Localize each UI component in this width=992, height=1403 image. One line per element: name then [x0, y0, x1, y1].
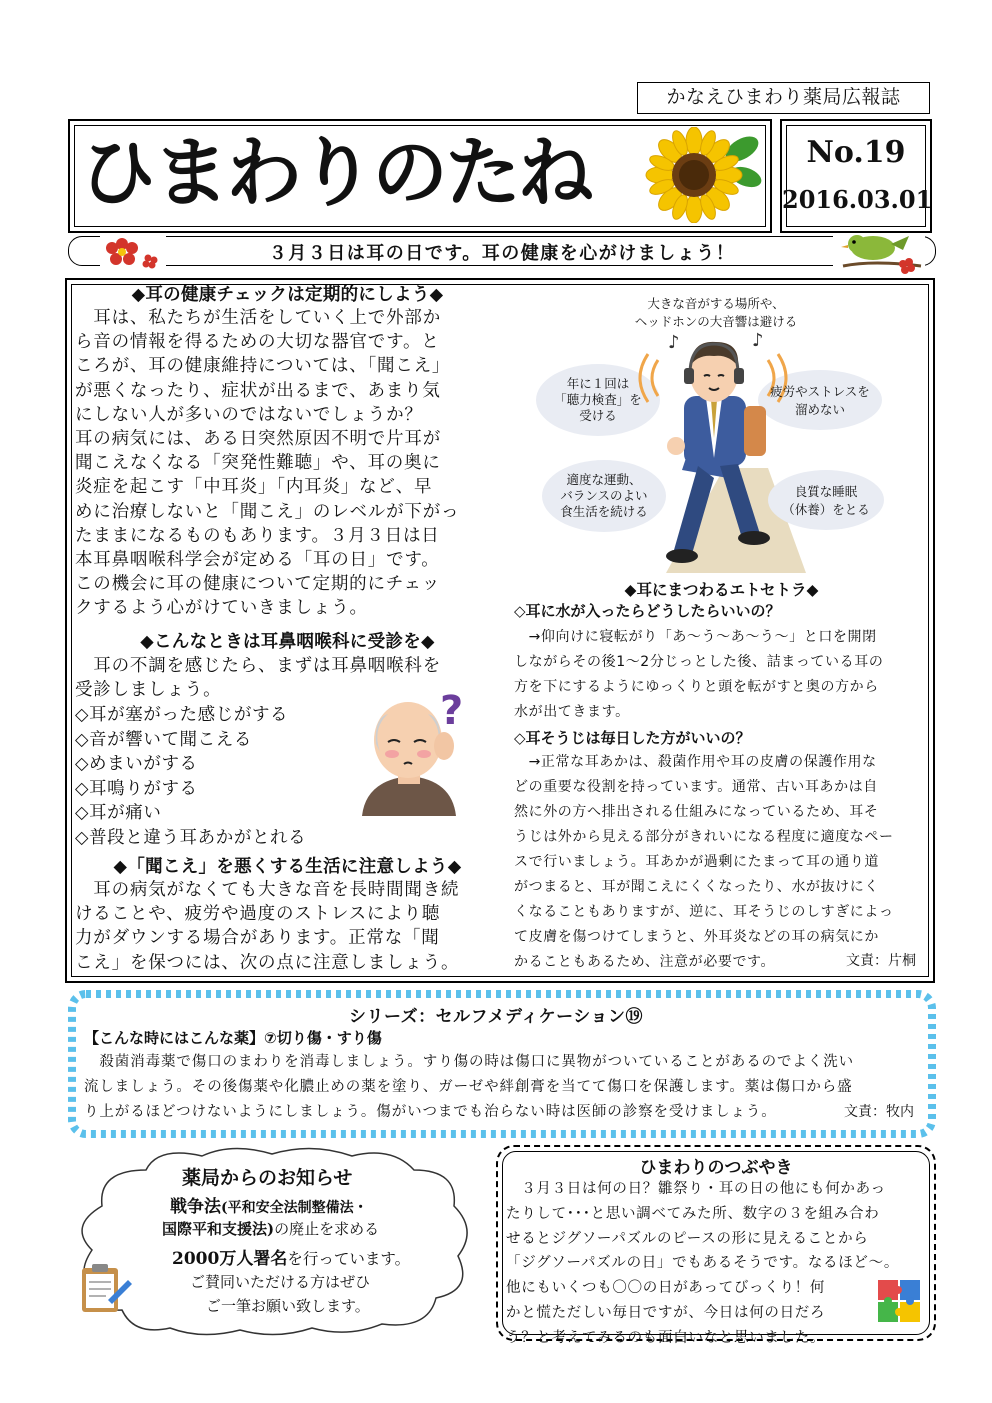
text-line: しながらその後1～2分じっとした後、詰まっている耳の: [514, 654, 884, 670]
bubble-text: 受ける: [579, 408, 617, 423]
etcetera-question-water: ◇耳に水が入ったらどうしたらいいの？: [514, 602, 781, 620]
text-line: 「ジグソーパズルの日」でもあるそうです。なるほど～。: [506, 1255, 900, 1272]
issue-box: [780, 119, 932, 233]
bubble-text: 「聴力検査」を: [554, 392, 642, 407]
bubble-text: ヘッドホンの大音響は避ける: [634, 314, 798, 329]
text-line: ころが、耳の健康維持については、「聞こえ」: [75, 356, 451, 377]
etcetera-question-earwax: ◇耳そうじは毎日した方がいいの？: [514, 729, 751, 747]
text-line: 聞こえなくなる「突発性難聴」や、耳の奥に: [75, 453, 441, 474]
text-line: 炎症を起こす「中耳炎」「内耳炎」など、早: [75, 477, 433, 498]
text-line: 本耳鼻咽喉科学会が定める「耳の日」です。: [75, 550, 440, 571]
series-author: 文責：牧内: [844, 1104, 914, 1120]
text-line: せるとジグソーパズルのピースの形に見えることから: [506, 1230, 869, 1247]
bubble-text: 食生活を続ける: [560, 504, 648, 519]
bubble-text: 年に１回は: [566, 376, 630, 391]
notice-line-2: [162, 1218, 379, 1239]
symptom-item: ◇耳が痛い: [75, 803, 162, 823]
headline: ３月３日は耳の日です。耳の健康を心がけましょう！: [268, 243, 736, 264]
text-line: どの重要な役割を持っています。通常、古い耳あかは自: [514, 779, 878, 795]
section-heading-ear-check: ◆耳の健康チェックは定期的にしよう◆: [131, 285, 444, 305]
headline-bar: [68, 236, 936, 266]
text-line: がつまると、耳が聞こえにくくなったり、水が抜けにく: [514, 879, 879, 895]
etcetera-author: 文責：片桐: [846, 953, 916, 969]
symptom-item: ◇音が響いて聞こえる: [75, 730, 252, 750]
text-line: 殺菌消毒薬で傷口のまわりを消毒しましょう。すり傷の時は傷口に異物がついていることがあるのでよく洗い: [84, 1054, 854, 1070]
plum-blossom-icon: [100, 234, 166, 270]
text-line: めに治療しないと「聞こえ」のレベルが下がっ: [75, 501, 460, 522]
text-line: 水が出てきます。: [514, 704, 630, 720]
text-line: たりして･･･と思い調べてみた所、数字の３を組み合わ: [506, 1205, 880, 1222]
text-line: 方を下にするようにゆっくりと頭を転がすと奥の方から: [514, 679, 879, 695]
symptom-item: ◇耳が塞がった感じがする: [75, 705, 289, 725]
tsubuyaki-box: [496, 1145, 936, 1346]
bubble-sleep: [768, 470, 884, 530]
text-line: くなることもありますが、逆に、耳そうじのしすぎによっ: [514, 904, 894, 920]
text-line: 然に外の方へ排出される仕組みになっているため、耳そ: [514, 804, 879, 820]
svg-text:♪: ♪: [752, 330, 764, 351]
notice-line-1: [170, 1192, 368, 1217]
notice-text: 戦争法: [170, 1197, 221, 1217]
tsubuyaki-title: ひまわりのつぶやき: [639, 1158, 793, 1178]
bubble-text: （休養）をとる: [782, 502, 870, 517]
bird-icon: [833, 226, 925, 274]
notice-text: 2000万人署名: [172, 1249, 288, 1269]
section-ear-check-body: [75, 306, 500, 621]
series-body: [84, 1050, 924, 1125]
bubble-text: 良質な睡眠: [794, 484, 858, 499]
text-line: かと慌ただしい毎日ですが、今日は何の日だろ: [506, 1304, 826, 1321]
text-line: 他にもいくつも〇〇の日があってびっくり！何: [506, 1280, 826, 1297]
text-line: 受診しましょう。: [75, 680, 222, 701]
section-heading-ent-visit: ◆こんなときは耳鼻咽喉科に受診を◆: [140, 632, 435, 652]
text-line: 耳の病気がなくても大きな音を長時間聞き続: [75, 880, 460, 900]
symptom-item: ◇普段と違う耳あかがとれる: [75, 828, 307, 848]
text-line: にしない人が多いのではないでしょうか？: [75, 404, 423, 425]
etcetera-answer-water: [514, 625, 929, 725]
text-line: →仰向けに寝転がり「あ～う～あ～う～」と口を開閉: [514, 629, 877, 645]
notice-text: を行っています。: [287, 1250, 411, 1268]
text-line: て皮膚を傷つけてしまうと、外耳炎などの耳の病気にか: [514, 929, 879, 945]
elderly-man-illustration: [352, 688, 472, 816]
text-line: ３月３日は何の日？雛祭り・耳の日の他にも何かあっ: [506, 1181, 886, 1197]
symptom-item: ◇耳鳴りがする: [75, 779, 198, 799]
bubble-no-stress: [758, 370, 882, 430]
text-line: クするよう心がけていきましょう。: [75, 598, 368, 619]
text-line: ら音の情報を得るための大切な器官です。と: [75, 332, 440, 353]
text-line: 耳の不調を感じたら、まずは耳鼻咽喉科を: [75, 656, 441, 676]
text-line: スで行いましょう。耳あかが過剰にたまって耳の通り道: [514, 854, 879, 870]
svg-text:♪: ♪: [668, 332, 680, 353]
etcetera-answer-earwax: [514, 750, 929, 975]
bubble-text: 疲労やストレスを: [770, 384, 870, 399]
ear-care-illustration: [506, 288, 931, 573]
section-heading-hearing-lifestyle: ◆「聞こえ」を悪くする生活に注意しよう◆: [113, 857, 462, 877]
series-subtitle: 【こんな時にはこんな薬】⑦切り傷・すり傷: [84, 1029, 382, 1047]
symptom-item: ◇めまいがする: [75, 754, 198, 774]
notice-text: の廃止を求める: [274, 1220, 380, 1238]
text-line: けることや、疲労や過度のストレスにより聴: [75, 904, 441, 925]
bubble-text: 適度な運動、: [566, 472, 642, 487]
clipboard-icon: [76, 1262, 134, 1314]
text-line: かることもあるため、注意が必要です。: [514, 954, 776, 970]
text-line: が悪くなったり、症状が出るまで、あまり気: [75, 380, 441, 401]
etcetera-heading: ◆耳にまつわるエトセトラ◆: [624, 581, 819, 599]
text-line: うじは外から見える部分がきれいになる程度に適度なペー: [514, 829, 894, 845]
series-title: シリーズ：セルフメディケーション⑲: [349, 1007, 643, 1027]
notice-title: 薬局からのお知らせ: [182, 1167, 353, 1189]
tsubuyaki-body: [506, 1177, 926, 1351]
bubble-text: 大きな音がする場所や、: [647, 296, 785, 311]
notice-line-4: ご賛同いただける方はぜひ: [190, 1273, 371, 1291]
text-line: 耳は、私たちが生活をしていく上で外部か: [75, 308, 441, 328]
svg-text:?: ?: [440, 688, 464, 734]
notice-text: (平和安全法制整備法・: [221, 1200, 368, 1216]
text-line: こえ」を保つには、次の点に注意しましょう。: [75, 952, 460, 973]
text-line: 耳の病気には、ある日突然原因不明で片耳が: [75, 429, 441, 450]
puzzle-icon: [874, 1276, 924, 1326]
text-line: う？と考えてみるのも面白いなと思いました。: [506, 1329, 826, 1346]
bubble-text: 溜めない: [794, 402, 846, 417]
publisher-label: かなえひまわり薬局広報誌: [637, 82, 930, 114]
text-line: たままになるものもあります。３月３日は日: [75, 525, 440, 546]
masthead: [68, 119, 772, 233]
text-line: 力がダウンする場合があります。正常な「聞: [75, 928, 440, 949]
notice-line-3: [172, 1244, 410, 1269]
notice-line-5: ご一筆お願い致します。: [206, 1297, 370, 1315]
notice-text: 国際平和支援法): [162, 1220, 275, 1238]
text-line: 流しましょう。その後傷薬や化膿止めの薬を塗り、ガーゼや絆創膏を当てて傷口を保護します。薬は傷口から盛: [84, 1079, 853, 1095]
section-hearing-lifestyle-body: [75, 878, 500, 975]
sunflower-icon: [638, 127, 764, 223]
text-line: この機会に耳の健康について定期的にチェッ: [75, 574, 441, 595]
issue-number: No.19: [806, 135, 906, 170]
text-line: り上がるほどつけないようにしましょう。傷がいつまでも治らない時は医師の診察を受けましょう。: [84, 1104, 777, 1120]
newsletter-title: ひまわりのたね: [80, 128, 591, 217]
issue-date: 2016.03.01: [782, 185, 933, 214]
bubble-text: バランスのよい: [560, 488, 648, 503]
text-line: →正常な耳あかは、殺菌作用や耳の皮膚の保護作用な: [514, 754, 877, 770]
